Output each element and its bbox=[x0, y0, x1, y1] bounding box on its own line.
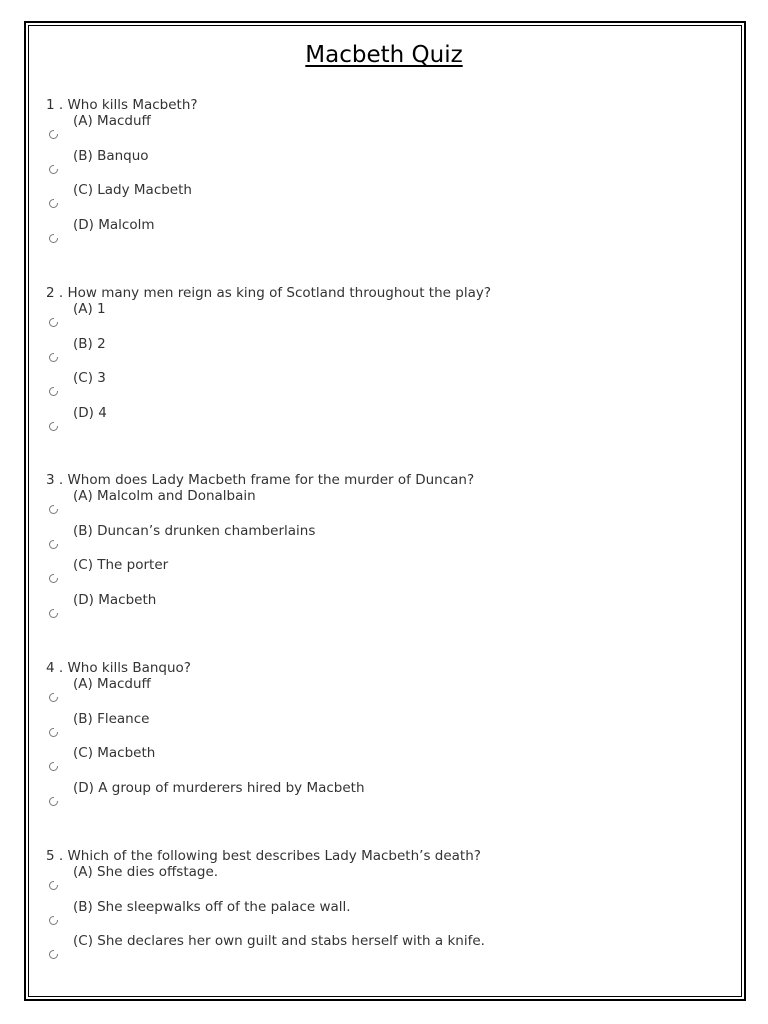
radio-button-icon[interactable] bbox=[49, 505, 58, 514]
radio-button-icon[interactable] bbox=[49, 387, 58, 396]
radio-button-icon[interactable] bbox=[49, 609, 58, 618]
option-1a[interactable] bbox=[46, 114, 726, 149]
question-text: 2 . How many men reign as king of Scotland throughout the play? bbox=[46, 285, 492, 301]
option-1d[interactable] bbox=[46, 218, 726, 253]
question-5 bbox=[46, 848, 726, 969]
option-label: (B) 2 bbox=[73, 335, 106, 352]
option-3c[interactable] bbox=[46, 558, 726, 593]
option-1b[interactable] bbox=[46, 149, 726, 184]
radio-button-icon[interactable] bbox=[49, 728, 58, 737]
option-label: (C) 3 bbox=[73, 370, 106, 387]
option-label: (D) A group of murderers hired by Macbeth bbox=[73, 780, 365, 797]
page-title: Macbeth Quiz bbox=[305, 42, 463, 68]
radio-button-icon[interactable] bbox=[49, 165, 58, 174]
option-1c[interactable] bbox=[46, 183, 726, 218]
option-label: (C) Lady Macbeth bbox=[73, 182, 192, 199]
option-2b[interactable] bbox=[46, 337, 726, 372]
option-label: (C) The porter bbox=[73, 557, 169, 574]
option-3d[interactable] bbox=[46, 593, 726, 628]
option-label: (D) 4 bbox=[73, 405, 107, 422]
option-5b[interactable] bbox=[46, 900, 726, 935]
option-3a[interactable] bbox=[46, 489, 726, 524]
radio-button-icon[interactable] bbox=[49, 130, 58, 139]
option-label: (A) Macduff bbox=[73, 676, 151, 692]
option-2a[interactable] bbox=[46, 302, 726, 337]
option-label: (C) Macbeth bbox=[73, 745, 156, 762]
radio-button-icon[interactable] bbox=[49, 422, 58, 431]
option-4c[interactable] bbox=[46, 746, 726, 781]
radio-button-icon[interactable] bbox=[49, 574, 58, 583]
question-text: 3 . Whom does Lady Macbeth frame for the murder of Duncan? bbox=[46, 472, 475, 488]
option-label: (C) She declares her own guilt and stabs herself with a knife. bbox=[73, 933, 485, 950]
radio-button-icon[interactable] bbox=[49, 950, 58, 959]
option-label: (A) 1 bbox=[73, 301, 106, 317]
option-5a[interactable] bbox=[46, 865, 726, 900]
question-3 bbox=[46, 472, 726, 628]
option-3b[interactable] bbox=[46, 524, 726, 559]
option-label: (B) She sleepwalks off of the palace wall. bbox=[73, 898, 351, 915]
option-2d[interactable] bbox=[46, 406, 726, 441]
radio-button-icon[interactable] bbox=[49, 353, 58, 362]
option-label: (D) Macbeth bbox=[73, 592, 157, 609]
radio-button-icon[interactable] bbox=[49, 881, 58, 890]
option-4a[interactable] bbox=[46, 677, 726, 712]
question-1 bbox=[46, 97, 726, 253]
radio-button-icon[interactable] bbox=[49, 797, 58, 806]
radio-button-icon[interactable] bbox=[49, 540, 58, 549]
radio-button-icon[interactable] bbox=[49, 762, 58, 771]
question-text: 1 . Who kills Macbeth? bbox=[46, 97, 198, 113]
option-5c[interactable] bbox=[46, 934, 726, 969]
option-label: (B) Duncan’s drunken chamberlains bbox=[73, 522, 316, 539]
radio-button-icon[interactable] bbox=[49, 693, 58, 702]
option-label: (B) Fleance bbox=[73, 710, 150, 727]
option-2c[interactable] bbox=[46, 371, 726, 406]
radio-button-icon[interactable] bbox=[49, 916, 58, 925]
question-text: 5 . Which of the following best describes Lady Macbeth’s death? bbox=[46, 848, 481, 864]
radio-button-icon[interactable] bbox=[49, 318, 58, 327]
question-2 bbox=[46, 285, 726, 441]
option-4b[interactable] bbox=[46, 712, 726, 747]
option-label: (A) She dies offstage. bbox=[73, 864, 219, 880]
option-label: (A) Malcolm and Donalbain bbox=[73, 488, 256, 504]
option-label: (D) Malcolm bbox=[73, 217, 155, 234]
radio-button-icon[interactable] bbox=[49, 234, 58, 243]
option-label: (B) Banquo bbox=[73, 147, 149, 164]
option-4d[interactable] bbox=[46, 781, 726, 816]
question-4 bbox=[46, 660, 726, 816]
radio-button-icon[interactable] bbox=[49, 199, 58, 208]
option-label: (A) Macduff bbox=[73, 113, 151, 129]
question-text: 4 . Who kills Banquo? bbox=[46, 660, 191, 676]
